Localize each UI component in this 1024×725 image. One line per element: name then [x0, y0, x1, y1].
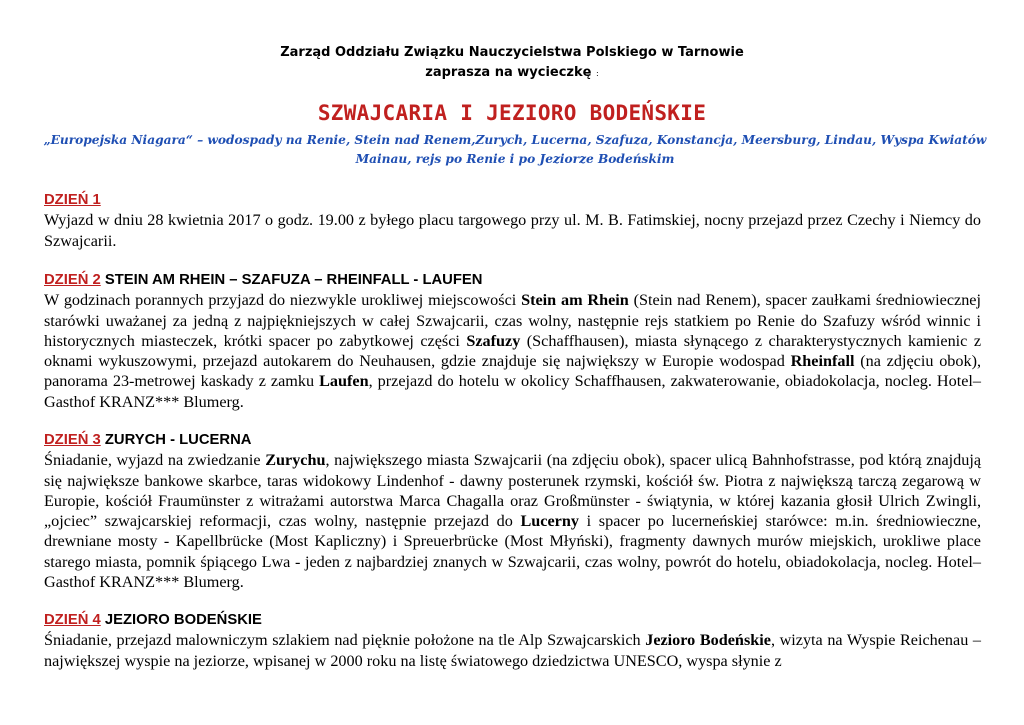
bold-place-name: Jezioro Bodeńskie — [645, 631, 771, 650]
day-4-heading — [44, 610, 981, 630]
text-run: , przejazd do hotelu w okolicy Schaffhausen, zakwaterowanie, obiadokolacja, nocleg. Hotel–Gasthof KRANZ*** Blumerg. — [44, 372, 981, 411]
day-1-label: DZIEŃ 1 — [44, 192, 101, 208]
text-run: i spacer po lucerneńskiej starówce: m.in. średniowieczne, drewniane mosty - Kapellbrücke (Most Kapliczny) i Spreuerbrücke (Most Młyński), fragmenty dawnych murów miejskich, urokliwe place starego miasta, pomnik śpiącego Lwa - jeden z najbardziej znanych w Szwajcarii, czas wolny, powrót do hotelu, obiadokolacja, nocleg. Hotel–Gasthof KRANZ*** Blumerg. — [44, 512, 982, 592]
day-1-heading — [44, 190, 981, 210]
text-run: Śniadanie, przejazd malowniczym szlakiem nad pięknie położone na tle Alp Szwajcarskich — [44, 631, 646, 650]
day-2-section — [44, 270, 981, 412]
day-4-name: JEZIORO BODEŃSKIE — [104, 612, 262, 628]
organizer-text: Zarząd Oddziału Związku Nauczycielstwa Polskiego w Tarnowie — [280, 45, 744, 60]
invite-line — [0, 64, 1024, 83]
day-2-label: DZIEŃ 2 — [44, 272, 101, 288]
text-run: , największego miasta Szwajcarii (na zdjęciu obok), spacer ulicą Bahnhofstrasse, pod którą znajdują się największe bankowe skarbce, taras widokowy Lindenhof - dawny posterunek rzymski, kościół św. Piotra z największą tarczą zegarową w Europie, kościół Fraumünster z witrażami autorstwa Marca Chagalla oraz Großmünster - świątynia, w której kazania głosił Ulrich Zwingli, „ojciec” szwajcarskiej reformacji, czas wolny, następnie przejazd do — [44, 451, 982, 531]
bold-place-name: Szafuzy — [466, 331, 521, 350]
trip-title: SZWAJCARIA I JEZIORO BODEŃSKIE — [317, 101, 707, 125]
day-2-name: STEIN AM RHEIN – SZAFUZA – RHEINFALL - LAUFEN — [104, 272, 483, 288]
invite-colon: : — [596, 69, 599, 78]
bold-place-name: Laufen — [319, 372, 369, 391]
invite-text: zaprasza na wycieczkę — [425, 65, 592, 80]
organizer-line — [0, 44, 1024, 62]
day-1-section — [44, 190, 981, 251]
day-2-heading — [44, 270, 981, 290]
bold-place-name: Rheinfall — [790, 352, 855, 371]
trip-subtitle: „Europejska Niagara“ – wodospady na Renie, Stein nad Renem,Zurych, Lucerna, Szafuza, Konstancja, Meersburg, Lindau, Wyspa Kwiatów Mainau, rejs po Renie i po Jeziorze Bodeńskim — [43, 133, 987, 166]
text-run: , wizyta na Wyspie Reichenau – największej wyspie na jeziorze, wpisanej w 2000 roku na listę światowego dziedzictwa UNESCO, wyspa słynie z — [44, 631, 981, 670]
day-4-text — [44, 630, 981, 671]
text-run: W godzinach porannych przyjazd do niezwykle urokliwej miejscowości — [44, 291, 522, 310]
day-3-text — [44, 450, 981, 592]
bold-place-name: Lucerny — [520, 512, 579, 531]
bold-place-name: Zurychu — [265, 451, 326, 470]
day-1-text: Wyjazd w dniu 28 kwietnia 2017 o godz. 19.00 z byłego placu targowego przy ul. M. B. Fatimskiej, nocny przejazd przez Czechy i Niemcy do Szwajcarii. — [44, 211, 981, 250]
day-3-heading — [44, 430, 981, 450]
text-run: Śniadanie, wyjazd na zwiedzanie — [44, 451, 266, 470]
day-3-name: ZURYCH - LUCERNA — [104, 432, 252, 448]
bold-place-name: Stein am Rhein — [521, 291, 629, 310]
day-2-text — [44, 290, 981, 412]
day-3-label: DZIEŃ 3 — [44, 432, 101, 448]
text-run: (Schaffhausen), miasta słynącego z charakterystycznych kamienic z oknami wykuszowymi, przejazd autokarem do Neuhausen, gdzie znajduje się największy w Europie wodospad — [44, 331, 981, 371]
day-4-section — [44, 610, 981, 671]
day-4-label: DZIEŃ 4 — [44, 612, 101, 628]
text-run: (na zdjęciu obok), panorama 23-metrowej kaskady z zamku — [44, 352, 982, 391]
text-run: (Stein nad Renem), spacer zaułkami średniowiecznej starówki uważanej za jedną z najpiękniejszych w całej Szwajcarii, czas wolny, następnie rejs statkiem po Renie do Szafuzy wśród winnic i historycznych miasteczek, krótki spacer po zabytkowej części — [44, 291, 981, 350]
day-3-section — [44, 430, 981, 592]
